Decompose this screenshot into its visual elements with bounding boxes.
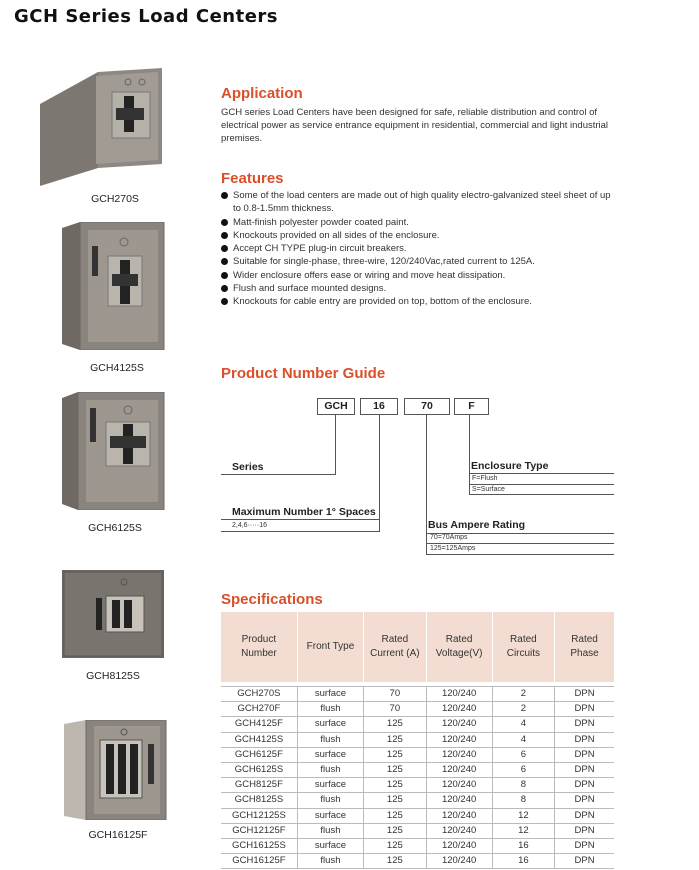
column-header: Product Number xyxy=(221,612,297,682)
table-cell: surface xyxy=(297,778,363,793)
table-cell: 4 xyxy=(492,717,554,732)
max-spaces-label: Maximum Number 1° Spaces xyxy=(232,506,376,518)
bus-ampere-option: 125=125Amps xyxy=(430,545,476,552)
feature-item: Knockouts provided on all sides of the enclosure. xyxy=(221,229,621,242)
table-row xyxy=(221,793,614,808)
table-cell: 120/240 xyxy=(426,747,492,762)
table-cell: surface xyxy=(297,717,363,732)
divider xyxy=(426,554,614,555)
feature-item: Accept CH TYPE plug-in circuit breakers. xyxy=(221,242,621,255)
enclosure-illustration xyxy=(62,570,168,662)
table-cell: 16 xyxy=(492,838,554,853)
product-caption: GCH16125F xyxy=(88,829,148,841)
max-spaces-option: 2,4,6·····16 xyxy=(232,522,268,529)
table-cell: DPN xyxy=(555,717,614,732)
table-cell: GCH6125F xyxy=(221,747,297,762)
table-row xyxy=(221,778,614,793)
column-header: Rated Voltage(V) xyxy=(426,612,492,682)
features-title: Features xyxy=(221,170,284,187)
product-image-gch16125f xyxy=(64,720,168,820)
bus-ampere-option: 70=70Amps xyxy=(430,534,468,541)
table-cell: GCH8125S xyxy=(221,793,297,808)
table-cell: DPN xyxy=(555,702,614,717)
table-cell: 12 xyxy=(492,823,554,838)
connector-line xyxy=(221,474,336,475)
table-cell: surface xyxy=(297,747,363,762)
table-cell: flush xyxy=(297,702,363,717)
table-cell: surface xyxy=(297,808,363,823)
guide-title: Product Number Guide xyxy=(221,365,386,382)
specifications-title: Specifications xyxy=(221,591,323,608)
divider xyxy=(469,473,614,474)
connector-line xyxy=(469,415,470,495)
table-cell: surface xyxy=(297,687,363,702)
table-cell: DPN xyxy=(555,838,614,853)
bullet-icon xyxy=(221,219,228,226)
table-cell: 6 xyxy=(492,762,554,777)
table-cell: DPN xyxy=(555,793,614,808)
table-cell: GCH270S xyxy=(221,687,297,702)
table-cell: 125 xyxy=(364,823,426,838)
feature-item: Suitable for single-phase, three-wire, 120/240Vac,rated current to 125A. xyxy=(221,255,621,268)
code-box-series: GCH xyxy=(317,398,355,415)
divider xyxy=(469,494,614,495)
enclosure-illustration xyxy=(60,392,168,510)
table-row xyxy=(221,717,614,732)
table-row xyxy=(221,747,614,762)
series-label: Series xyxy=(232,461,264,473)
divider xyxy=(469,484,614,485)
code-box-enclosure: F xyxy=(454,398,489,415)
bus-ampere-label: Bus Ampere Rating xyxy=(428,519,526,531)
table-cell: DPN xyxy=(555,732,614,747)
table-cell: 120/240 xyxy=(426,687,492,702)
table-cell: flush xyxy=(297,732,363,747)
table-cell: GCH4125S xyxy=(221,732,297,747)
table-cell: 125 xyxy=(364,732,426,747)
code-box-ampere: 70 xyxy=(404,398,450,415)
table-cell: GCH8125F xyxy=(221,778,297,793)
application-title: Application xyxy=(221,85,303,102)
table-cell: 125 xyxy=(364,854,426,869)
table-cell: surface xyxy=(297,838,363,853)
table-cell: flush xyxy=(297,793,363,808)
table-cell: DPN xyxy=(555,747,614,762)
table-row xyxy=(221,702,614,717)
table-cell: 120/240 xyxy=(426,762,492,777)
table-cell: 120/240 xyxy=(426,793,492,808)
table-cell: DPN xyxy=(555,854,614,869)
table-cell: GCH12125F xyxy=(221,823,297,838)
feature-item: Some of the load centers are made out of high quality electro-galvanized steel sheet of up to 0.8-1.5mm thickness. xyxy=(221,189,621,216)
table-cell: flush xyxy=(297,762,363,777)
connector-line xyxy=(335,415,336,475)
table-cell: DPN xyxy=(555,778,614,793)
table-cell: DPN xyxy=(555,823,614,838)
feature-item: Wider enclosure offers ease or wiring and move heat dissipation. xyxy=(221,269,621,282)
table-cell: 120/240 xyxy=(426,778,492,793)
feature-item: Flush and surface mounted designs. xyxy=(221,282,621,295)
enclosure-option: S=Surface xyxy=(472,486,505,493)
product-image-gch4125s xyxy=(58,222,168,350)
table-cell: 125 xyxy=(364,762,426,777)
enclosure-illustration xyxy=(38,68,168,186)
feature-item: Matt-finish polyester powder coated paint. xyxy=(221,216,621,229)
bullet-icon xyxy=(221,258,228,265)
table-cell: 125 xyxy=(364,747,426,762)
table-cell: 120/240 xyxy=(426,717,492,732)
table-row xyxy=(221,854,614,869)
table-cell: 2 xyxy=(492,687,554,702)
table-cell: 70 xyxy=(364,687,426,702)
connector-line xyxy=(426,415,427,555)
table-cell: 70 xyxy=(364,702,426,717)
table-cell: 2 xyxy=(492,702,554,717)
table-cell: 12 xyxy=(492,808,554,823)
table-cell: flush xyxy=(297,823,363,838)
table-cell: 6 xyxy=(492,747,554,762)
table-cell: GCH6125S xyxy=(221,762,297,777)
table-cell: flush xyxy=(297,854,363,869)
features-list xyxy=(221,189,621,309)
bullet-icon xyxy=(221,285,228,292)
product-image-gch8125s xyxy=(62,570,168,662)
table-cell: GCH12125S xyxy=(221,808,297,823)
application-text: GCH series Load Centers have been designed for safe, reliable distribution and control of electrical power as service entrance equipment in residential, commercial and light industrial premises. xyxy=(221,107,609,144)
column-header: Rated Phase xyxy=(555,612,614,682)
connector-line xyxy=(221,519,380,520)
table-cell: 8 xyxy=(492,793,554,808)
specifications-body xyxy=(221,682,614,869)
enclosure-illustration xyxy=(64,720,168,820)
enclosure-type-label: Enclosure Type xyxy=(471,460,549,472)
table-row xyxy=(221,823,614,838)
bullet-icon xyxy=(221,272,228,279)
table-cell: 125 xyxy=(364,778,426,793)
page-title: GCH Series Load Centers xyxy=(14,6,278,27)
enclosure-illustration xyxy=(58,222,168,350)
table-cell: DPN xyxy=(555,762,614,777)
table-cell: 120/240 xyxy=(426,838,492,853)
product-image-gch6125s xyxy=(60,392,168,510)
table-cell: 16 xyxy=(492,854,554,869)
divider xyxy=(426,543,614,544)
table-row xyxy=(221,732,614,747)
table-cell: 120/240 xyxy=(426,854,492,869)
table-cell: DPN xyxy=(555,687,614,702)
table-cell: 125 xyxy=(364,808,426,823)
table-cell: DPN xyxy=(555,808,614,823)
product-caption: GCH6125S xyxy=(88,522,142,534)
table-cell: 125 xyxy=(364,838,426,853)
table-cell: 120/240 xyxy=(426,702,492,717)
code-box-spaces: 16 xyxy=(360,398,398,415)
table-cell: 125 xyxy=(364,793,426,808)
column-header: Rated Current (A) xyxy=(364,612,426,682)
bullet-icon xyxy=(221,245,228,252)
product-image-gch270s xyxy=(38,68,168,186)
table-row xyxy=(221,838,614,853)
table-cell: GCH16125S xyxy=(221,838,297,853)
table-cell: 8 xyxy=(492,778,554,793)
column-header: Rated Circuits xyxy=(492,612,554,682)
bullet-icon xyxy=(221,192,228,199)
product-caption: GCH270S xyxy=(91,193,139,205)
table-row xyxy=(221,762,614,777)
table-cell: 125 xyxy=(364,717,426,732)
connector-line xyxy=(379,415,380,531)
table-cell: GCH4125F xyxy=(221,717,297,732)
table-cell: 120/240 xyxy=(426,732,492,747)
table-row xyxy=(221,687,614,702)
table-cell: GCH16125F xyxy=(221,854,297,869)
specifications-table xyxy=(221,612,614,869)
product-caption: GCH4125S xyxy=(90,362,144,374)
bullet-icon xyxy=(221,232,228,239)
table-row xyxy=(221,808,614,823)
feature-item: Knockouts for cable entry are provided on top, bottom of the enclosure. xyxy=(221,295,621,308)
table-header-row xyxy=(221,612,614,682)
table-cell: 120/240 xyxy=(426,808,492,823)
enclosure-option: F=Flush xyxy=(472,475,498,482)
product-caption: GCH8125S xyxy=(86,670,140,682)
column-header: Front Type xyxy=(297,612,363,682)
table-cell: 120/240 xyxy=(426,823,492,838)
connector-line xyxy=(221,531,380,532)
bullet-icon xyxy=(221,298,228,305)
table-cell: GCH270F xyxy=(221,702,297,717)
table-cell: 4 xyxy=(492,732,554,747)
